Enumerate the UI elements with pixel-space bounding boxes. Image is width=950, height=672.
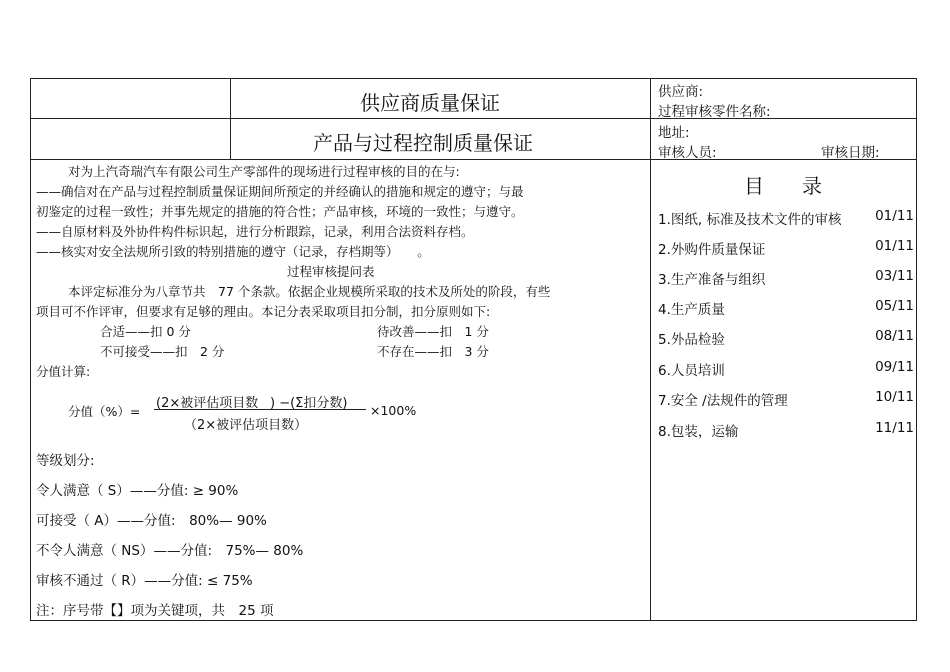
toc-item-label: 6.人员培训 <box>658 363 725 379</box>
toc-item-page: 01/11 <box>875 208 914 224</box>
grade-satisfied: 令人满意（ S）——分值: ≥ 90% <box>36 483 239 499</box>
toc-item-page: 01/11 <box>875 238 914 254</box>
rule-improve: 待改善——扣 1 分 <box>377 324 489 339</box>
rule-nonexistent: 不存在——扣 3 分 <box>377 344 489 359</box>
toc-item-label: 4.生产质量 <box>658 302 725 318</box>
bullet-2: ——自原材料及外协件构件标识起，进行分析跟踪，记录，利用合法资料存档。 <box>36 224 474 239</box>
grade-acceptable: 可接受（ A）——分值: 80%— 90% <box>36 513 267 529</box>
address-label: 地址: <box>658 125 690 141</box>
toc-item-page: 08/11 <box>875 328 914 344</box>
rule-suitable: 合适——扣 0 分 <box>100 324 191 339</box>
header-row-divider <box>30 118 917 119</box>
parts-name-label: 过程审核零件名称: <box>658 104 771 120</box>
formula-fraction-bar <box>154 409 366 410</box>
title-product-process: 产品与过程控制质量保证 <box>313 131 533 155</box>
toc-item-label: 5.外品检验 <box>658 332 725 348</box>
header-bottom-divider <box>30 159 917 160</box>
criteria-line-2: 项目可不作评审，但要求有足够的理由。本记分表采取项目扣分制，扣分原则如下: <box>36 304 491 319</box>
formula-denominator: （2×被评估项目数） <box>184 418 308 433</box>
grade-label: 等级划分: <box>36 453 95 469</box>
key-items-note: 注：序号带【】项为关键项，共 25 项 <box>36 603 274 619</box>
grade-not-satisfied: 不令人满意（ NS）——分值: 75%— 80% <box>36 543 304 559</box>
audit-date-label: 审核日期: <box>821 145 880 161</box>
toc-item-label: 3.生产准备与组织 <box>658 272 766 288</box>
title-supplier-quality: 供应商质量保证 <box>360 91 500 115</box>
rule-unacceptable: 不可接受——扣 2 分 <box>100 344 225 359</box>
toc-title: 目录 <box>744 174 860 198</box>
toc-item-page: 10/11 <box>875 389 914 405</box>
score-calc-label: 分值计算: <box>36 364 91 379</box>
intro-text: 对为上汽奇瑞汽车有限公司生产零部件的现场进行过程审核的目的在与: <box>68 164 460 179</box>
toc-item-page: 11/11 <box>875 420 914 436</box>
header-left-divider <box>230 78 231 159</box>
formula-multiplier: ×100% <box>370 403 417 418</box>
formula-numerator-a: (2×被评估项目数 <box>156 396 259 411</box>
toc-item-page: 03/11 <box>875 268 914 284</box>
bullet-3: ——核实对安全法规所引致的特别措施的遵守（记录，存档期等） 。 <box>36 244 430 259</box>
checklist-subtitle: 过程审核提问表 <box>287 264 375 279</box>
toc-item-label: 1.图纸, 标准及技术文件的审核 <box>658 212 842 228</box>
grade-fail: 审核不通过（ R）——分值: ≤ 75% <box>36 573 253 589</box>
toc-item-label: 2.外购件质量保证 <box>658 242 766 258</box>
formula-lhs: 分值（%）= <box>68 404 141 419</box>
criteria-line-1: 本评定标准分为八章节共 77 个条款。依据企业规模所采取的技术及所处的阶段，有些 <box>68 284 551 299</box>
supplier-label: 供应商: <box>658 84 704 100</box>
toc-item-label: 8.包装，运输 <box>658 424 739 440</box>
toc-item-page: 09/11 <box>875 359 914 375</box>
main-column-divider <box>650 78 651 621</box>
bullet-1-line-1: ——确信对在产品与过程控制质量保证期间所预定的并经确认的措施和规定的遵守；与最 <box>36 184 524 199</box>
toc-item-page: 05/11 <box>875 298 914 314</box>
formula-numerator-b: ) −(Σ扣分数) <box>270 396 348 411</box>
toc-item-label: 7.安全 /法规件的管理 <box>658 393 788 409</box>
bullet-1-line-2: 初鉴定的过程一致性；并事先规定的措施的符合性；产品审核，环境的一致性；与遵守。 <box>36 204 524 219</box>
auditor-label: 审核人员: <box>658 145 717 161</box>
